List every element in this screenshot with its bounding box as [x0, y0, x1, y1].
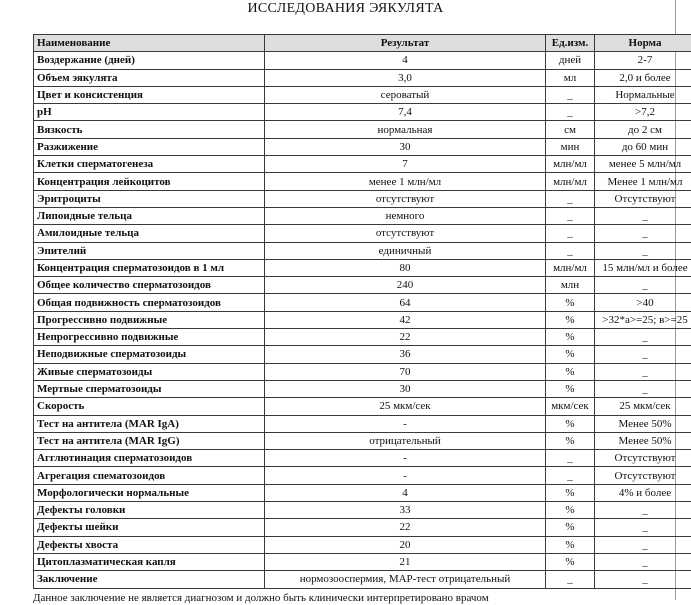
header-unit: Ед.изм.	[546, 35, 595, 52]
cell-result: 25 мкм/сек	[265, 398, 546, 415]
table-row	[34, 346, 691, 363]
cell-unit: _	[546, 104, 595, 121]
header-result: Результат	[265, 35, 546, 52]
cell-result: 20	[265, 536, 546, 553]
table-row	[34, 138, 691, 155]
cell-name: Цитоплазматическая капля	[34, 553, 265, 570]
cell-result: 7,4	[265, 104, 546, 121]
cell-norm: _	[595, 207, 691, 224]
table-row	[34, 190, 691, 207]
cell-result: 42	[265, 311, 546, 328]
table-row	[34, 277, 691, 294]
cell-unit: млн/мл	[546, 173, 595, 190]
table-row	[34, 519, 691, 536]
table-row	[34, 225, 691, 242]
cell-norm: _	[595, 380, 691, 397]
cell-unit: %	[546, 294, 595, 311]
table-row	[34, 156, 691, 173]
table-row	[34, 380, 691, 397]
cell-norm: 2-7	[595, 52, 691, 69]
cell-norm: _	[595, 242, 691, 259]
cell-name: Вязкость	[34, 121, 265, 138]
cell-unit: _	[546, 467, 595, 484]
results-table	[33, 34, 691, 589]
cell-norm: _	[595, 346, 691, 363]
cell-norm: Менее 50%	[595, 415, 691, 432]
cell-name: Неподвижные сперматозоиды	[34, 346, 265, 363]
cell-name: Цвет и консистенция	[34, 86, 265, 103]
cell-unit: %	[546, 311, 595, 328]
cell-unit: %	[546, 346, 595, 363]
table-header-row	[34, 35, 691, 52]
cell-name: Дефекты шейки	[34, 519, 265, 536]
cell-result: отрицательный	[265, 432, 546, 449]
cell-name: Концентрация сперматозоидов в 1 мл	[34, 259, 265, 276]
cell-name: Концентрация лейкоцитов	[34, 173, 265, 190]
cell-unit: %	[546, 363, 595, 380]
cell-result: нормозооспермия, MAP-тест отрицательный	[265, 571, 546, 588]
cell-norm: Менее 1 млн/мл	[595, 173, 691, 190]
table-row	[34, 363, 691, 380]
cell-name: Эритроциты	[34, 190, 265, 207]
cell-norm: 4% и более	[595, 484, 691, 501]
table-row	[34, 173, 691, 190]
cell-unit: млн/мл	[546, 156, 595, 173]
cell-result: 33	[265, 502, 546, 519]
cell-result: -	[265, 415, 546, 432]
cell-unit: млн/мл	[546, 259, 595, 276]
cell-unit: мин	[546, 138, 595, 155]
table-row	[34, 415, 691, 432]
cell-norm: Нормальные	[595, 86, 691, 103]
cell-result: 7	[265, 156, 546, 173]
cell-unit: %	[546, 502, 595, 519]
cell-norm: до 60 мин	[595, 138, 691, 155]
header-norm: Норма	[595, 35, 691, 52]
cell-result: 4	[265, 52, 546, 69]
cell-name: Дефекты хвоста	[34, 536, 265, 553]
cell-name: Скорость	[34, 398, 265, 415]
table-row	[34, 432, 691, 449]
table-row	[34, 86, 691, 103]
cell-norm: _	[595, 553, 691, 570]
table-row	[34, 571, 691, 588]
cell-name: Клетки сперматогенеза	[34, 156, 265, 173]
cell-result: менее 1 млн/мл	[265, 173, 546, 190]
cell-name: Амилоидные тельца	[34, 225, 265, 242]
table-row	[34, 450, 691, 467]
table-row	[34, 467, 691, 484]
cell-result: 22	[265, 329, 546, 346]
cell-name: Агрегация спематозоидов	[34, 467, 265, 484]
cell-name: Липоидные тельца	[34, 207, 265, 224]
cell-norm: _	[595, 519, 691, 536]
cell-name: Мертвые сперматозоиды	[34, 380, 265, 397]
cell-unit: %	[546, 553, 595, 570]
cell-name: Общее количество сперматозоидов	[34, 277, 265, 294]
cell-unit: дней	[546, 52, 595, 69]
table-row	[34, 398, 691, 415]
table-row	[34, 536, 691, 553]
cell-unit: %	[546, 432, 595, 449]
cell-unit: млн	[546, 277, 595, 294]
cell-unit: см	[546, 121, 595, 138]
table-row	[34, 553, 691, 570]
cell-unit: %	[546, 415, 595, 432]
cell-unit: %	[546, 536, 595, 553]
cell-result: нормальная	[265, 121, 546, 138]
cell-result: -	[265, 450, 546, 467]
cell-norm: _	[595, 571, 691, 588]
cell-result: 3,0	[265, 69, 546, 86]
cell-name: Общая подвижность сперматозоидов	[34, 294, 265, 311]
header-name: Наименование	[34, 35, 265, 52]
cell-unit: _	[546, 86, 595, 103]
cell-name: Заключение	[34, 571, 265, 588]
cell-norm: >7,2	[595, 104, 691, 121]
cell-norm: Отсутствуют	[595, 450, 691, 467]
cell-name: Эпителий	[34, 242, 265, 259]
table-row	[34, 502, 691, 519]
document-title: ИССЛЕДОВАНИЯ ЭЯКУЛЯТА	[0, 0, 691, 20]
cell-name: Прогрессивно подвижные	[34, 311, 265, 328]
cell-name: Воздержание (дней)	[34, 52, 265, 69]
cell-norm: 25 мкм/сек	[595, 398, 691, 415]
cell-result: 240	[265, 277, 546, 294]
table-row	[34, 259, 691, 276]
cell-norm: до 2 см	[595, 121, 691, 138]
cell-name: Объем эякулята	[34, 69, 265, 86]
cell-unit: %	[546, 484, 595, 501]
cell-norm: _	[595, 502, 691, 519]
cell-norm: >32*а>=25; в>=25	[595, 311, 691, 328]
cell-name: Живые сперматозоиды	[34, 363, 265, 380]
table-body	[34, 52, 691, 588]
cell-unit: %	[546, 329, 595, 346]
cell-unit: _	[546, 207, 595, 224]
table-row	[34, 52, 691, 69]
cell-result: отсутствуют	[265, 225, 546, 242]
cell-norm: менее 5 млн/мл	[595, 156, 691, 173]
cell-result: 70	[265, 363, 546, 380]
cell-name: Непрогрессивно подвижные	[34, 329, 265, 346]
cell-name: Тест на антитела (MAR IgA)	[34, 415, 265, 432]
cell-result: -	[265, 467, 546, 484]
cell-norm: _	[595, 329, 691, 346]
cell-unit: мкм/сек	[546, 398, 595, 415]
cell-result: 30	[265, 380, 546, 397]
cell-result: немного	[265, 207, 546, 224]
table-row	[34, 104, 691, 121]
cell-unit: мл	[546, 69, 595, 86]
cell-norm: >40	[595, 294, 691, 311]
cell-unit: _	[546, 190, 595, 207]
cell-result: единичный	[265, 242, 546, 259]
table-row	[34, 69, 691, 86]
table-row	[34, 484, 691, 501]
cell-result: 30	[265, 138, 546, 155]
table-row	[34, 121, 691, 138]
cell-norm: Менее 50%	[595, 432, 691, 449]
cell-result: 21	[265, 553, 546, 570]
table-row	[34, 311, 691, 328]
cell-result: 36	[265, 346, 546, 363]
cell-result: 64	[265, 294, 546, 311]
cell-result: отсутствуют	[265, 190, 546, 207]
cell-norm: _	[595, 536, 691, 553]
table-row	[34, 329, 691, 346]
table-row	[34, 242, 691, 259]
cell-result: 80	[265, 259, 546, 276]
cell-result: 22	[265, 519, 546, 536]
cell-norm: Отсутствуют	[595, 467, 691, 484]
cell-norm: _	[595, 225, 691, 242]
cell-norm: _	[595, 363, 691, 380]
cell-name: Дефекты головки	[34, 502, 265, 519]
cell-name: pH	[34, 104, 265, 121]
cell-norm: Отсутствуют	[595, 190, 691, 207]
cell-result: 4	[265, 484, 546, 501]
cell-unit: _	[546, 571, 595, 588]
table-row	[34, 207, 691, 224]
footer-note: Данное заключение не является диагнозом и должно быть клинически интерпретировано врачом	[33, 591, 673, 605]
cell-name: Тест на антитела (MAR IgG)	[34, 432, 265, 449]
cell-result: сероватый	[265, 86, 546, 103]
cell-name: Разжижение	[34, 138, 265, 155]
cell-unit: _	[546, 242, 595, 259]
cell-unit: %	[546, 519, 595, 536]
cell-norm: _	[595, 277, 691, 294]
cell-norm: 15 млн/мл и более	[595, 259, 691, 276]
cell-unit: %	[546, 380, 595, 397]
cell-unit: _	[546, 225, 595, 242]
cell-name: Агглютинация сперматозоидов	[34, 450, 265, 467]
cell-norm: 2,0 и более	[595, 69, 691, 86]
cell-name: Морфологически нормальные	[34, 484, 265, 501]
cell-unit: _	[546, 450, 595, 467]
table-row	[34, 294, 691, 311]
